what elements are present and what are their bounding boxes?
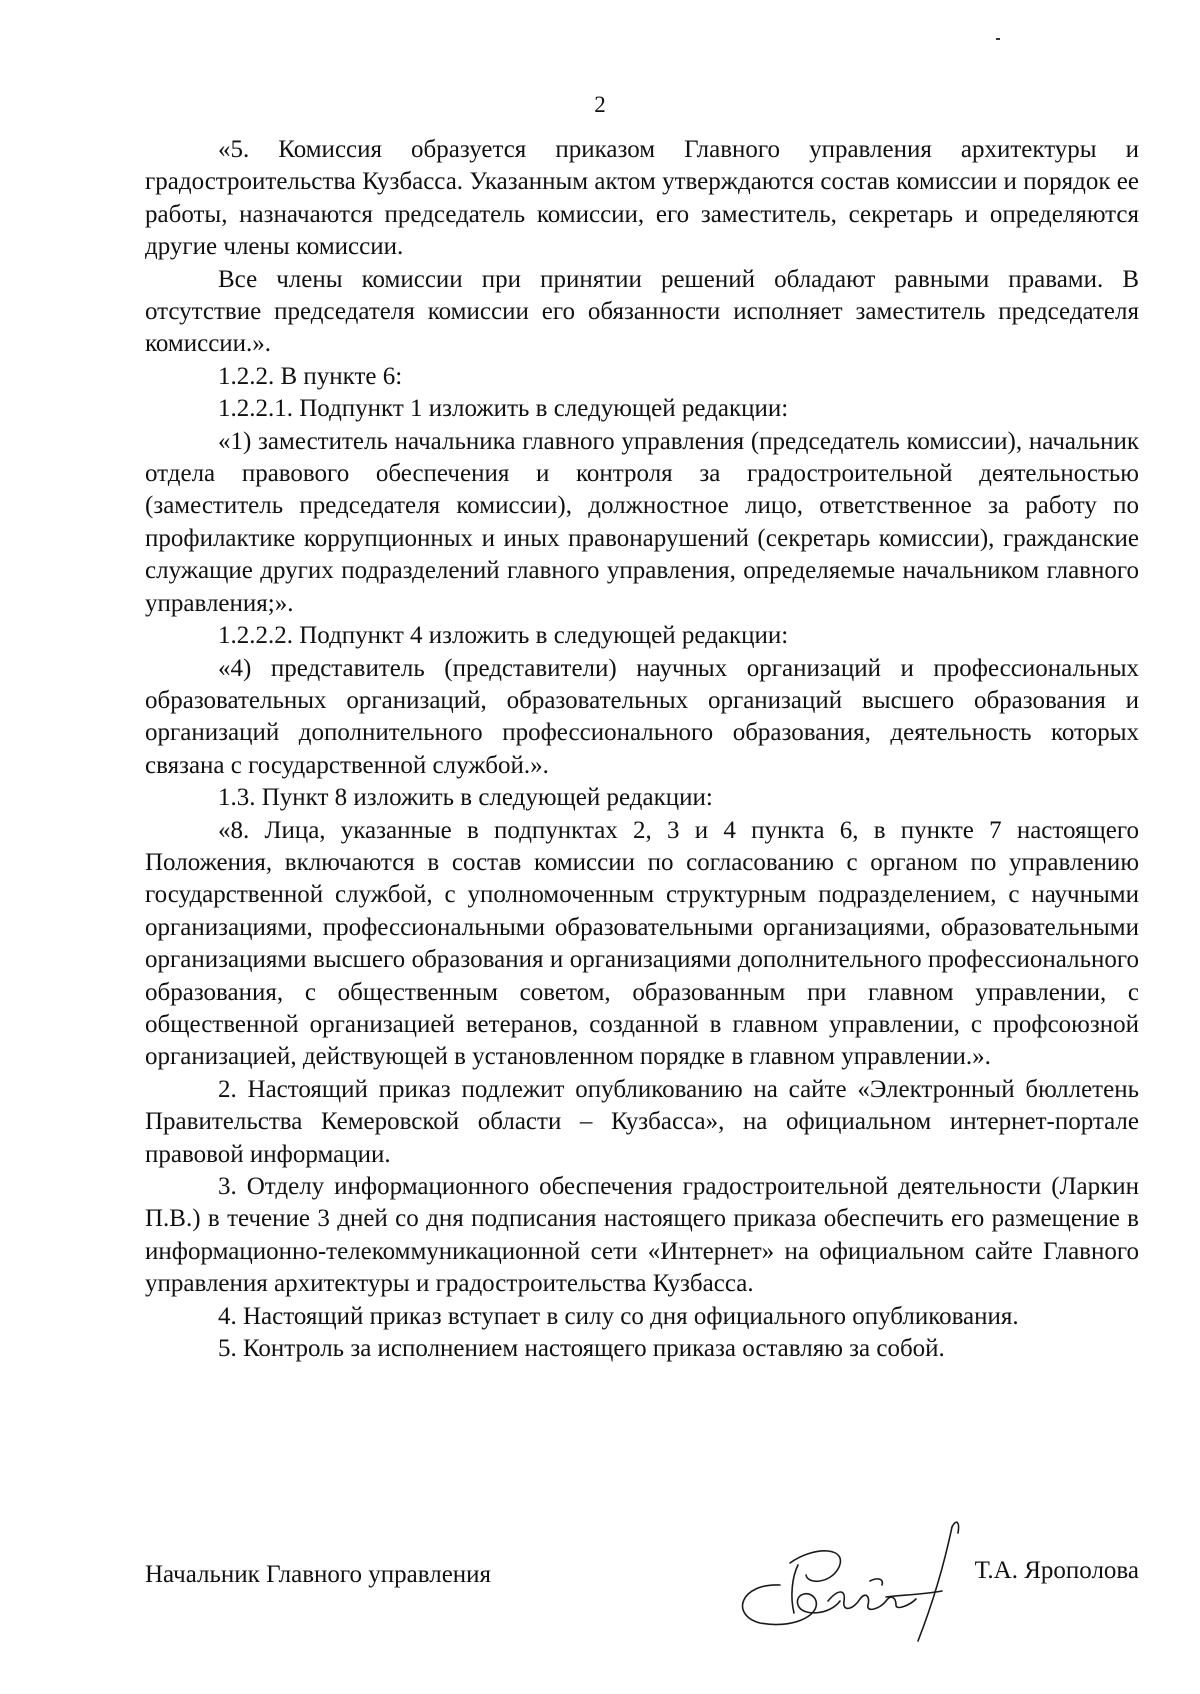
paragraph: 4. Настоящий приказ вступает в силу со дня официального опубликования. xyxy=(218,1302,1019,1330)
paragraph: 1.3. Пункт 8 изложить в следующей редакции: xyxy=(218,784,713,812)
paragraph: Все члены комиссии при принятии решений обладают равными правами. В отсутствие председателя комиссии его обязанности исполняет заместитель председателя комиссии.». xyxy=(145,265,1139,358)
paragraph: 5. Контроль за исполнением настоящего приказа оставляю за собой. xyxy=(218,1335,945,1363)
scan-speck xyxy=(996,38,1000,40)
handwritten-signature xyxy=(720,1505,980,1645)
signature-block xyxy=(145,1555,1139,1615)
paragraph: 1.2.2.2. Подпункт 4 изложить в следующей редакции: xyxy=(218,622,789,650)
paragraph: 3. Отделу информационного обеспечения градостроительной деятельности (Ларкин П.В.) в течение 3 дней со дня подписания настоящего приказа обеспечить его размещение в информационно-телекоммуникационной сети «Интернет» на официальном сайте Главного управления архитектуры и градостроительства Кузбасса. xyxy=(145,1173,1139,1298)
paragraph: «8. Лица, указанные в подпунктах 2, 3 и 4 пункта 6, в пункте 7 настоящего Положения, включаются в состав комиссии по согласованию с органом по управлению государственной службой, с уполномоченным структурным подразделением, с научными организациями, профессиональными образовательными организациями, образовательными организациями высшего образования и организациями дополнительного профессионального образования, с общественным советом, образованным при главном управлении, с общественной организацией ветеранов, созданной в главном управлении, с профсоюзной организацией, действующей в установленном порядке в главном управлении.». xyxy=(145,816,1139,1071)
page-number: 2 xyxy=(594,92,606,117)
paragraph: 2. Настоящий приказ подлежит опубликованию на сайте «Электронный бюллетень Правительства Кемеровской области – Кузбасса», на официальном интернет-портале правовой информации. xyxy=(145,1075,1139,1168)
paragraph: 1.2.2.1. Подпункт 1 изложить в следующей редакции: xyxy=(218,395,789,423)
paragraph: «5. Комиссия образуется приказом Главного управления архитектуры и градостроительства Кузбасса. Указанным актом утверждаются состав комиссии и порядок ее работы, назначаются председатель комиссии, его заместитель, секретарь и определяются другие члены комиссии. xyxy=(145,136,1139,261)
paragraph: «1) заместитель начальника главного управления (председатель комиссии), начальник отдела правового обеспечения и контроля за градостроительной деятельностью (заместитель председателя комиссии), должностное лицо, ответственное за работу по профилактике коррупционных и иных правонарушений (секретарь комиссии), гражданские служащие других подразделений главного управления, определяемые начальником главного управления;». xyxy=(145,427,1139,617)
signer-title: Начальник Главного управления xyxy=(145,1561,492,1588)
paragraph: 1.2.2. В пункте 6: xyxy=(218,362,403,390)
paragraph: «4) представитель (представители) научных организаций и профессиональных образовательных организаций, образовательных организаций высшего образования и организаций дополнительного профессионального образования, деятельность которых связана с государственной службой.». xyxy=(145,654,1139,779)
signer-name: Т.А. Ярополова xyxy=(974,1557,1139,1584)
document-body xyxy=(145,134,1139,1365)
